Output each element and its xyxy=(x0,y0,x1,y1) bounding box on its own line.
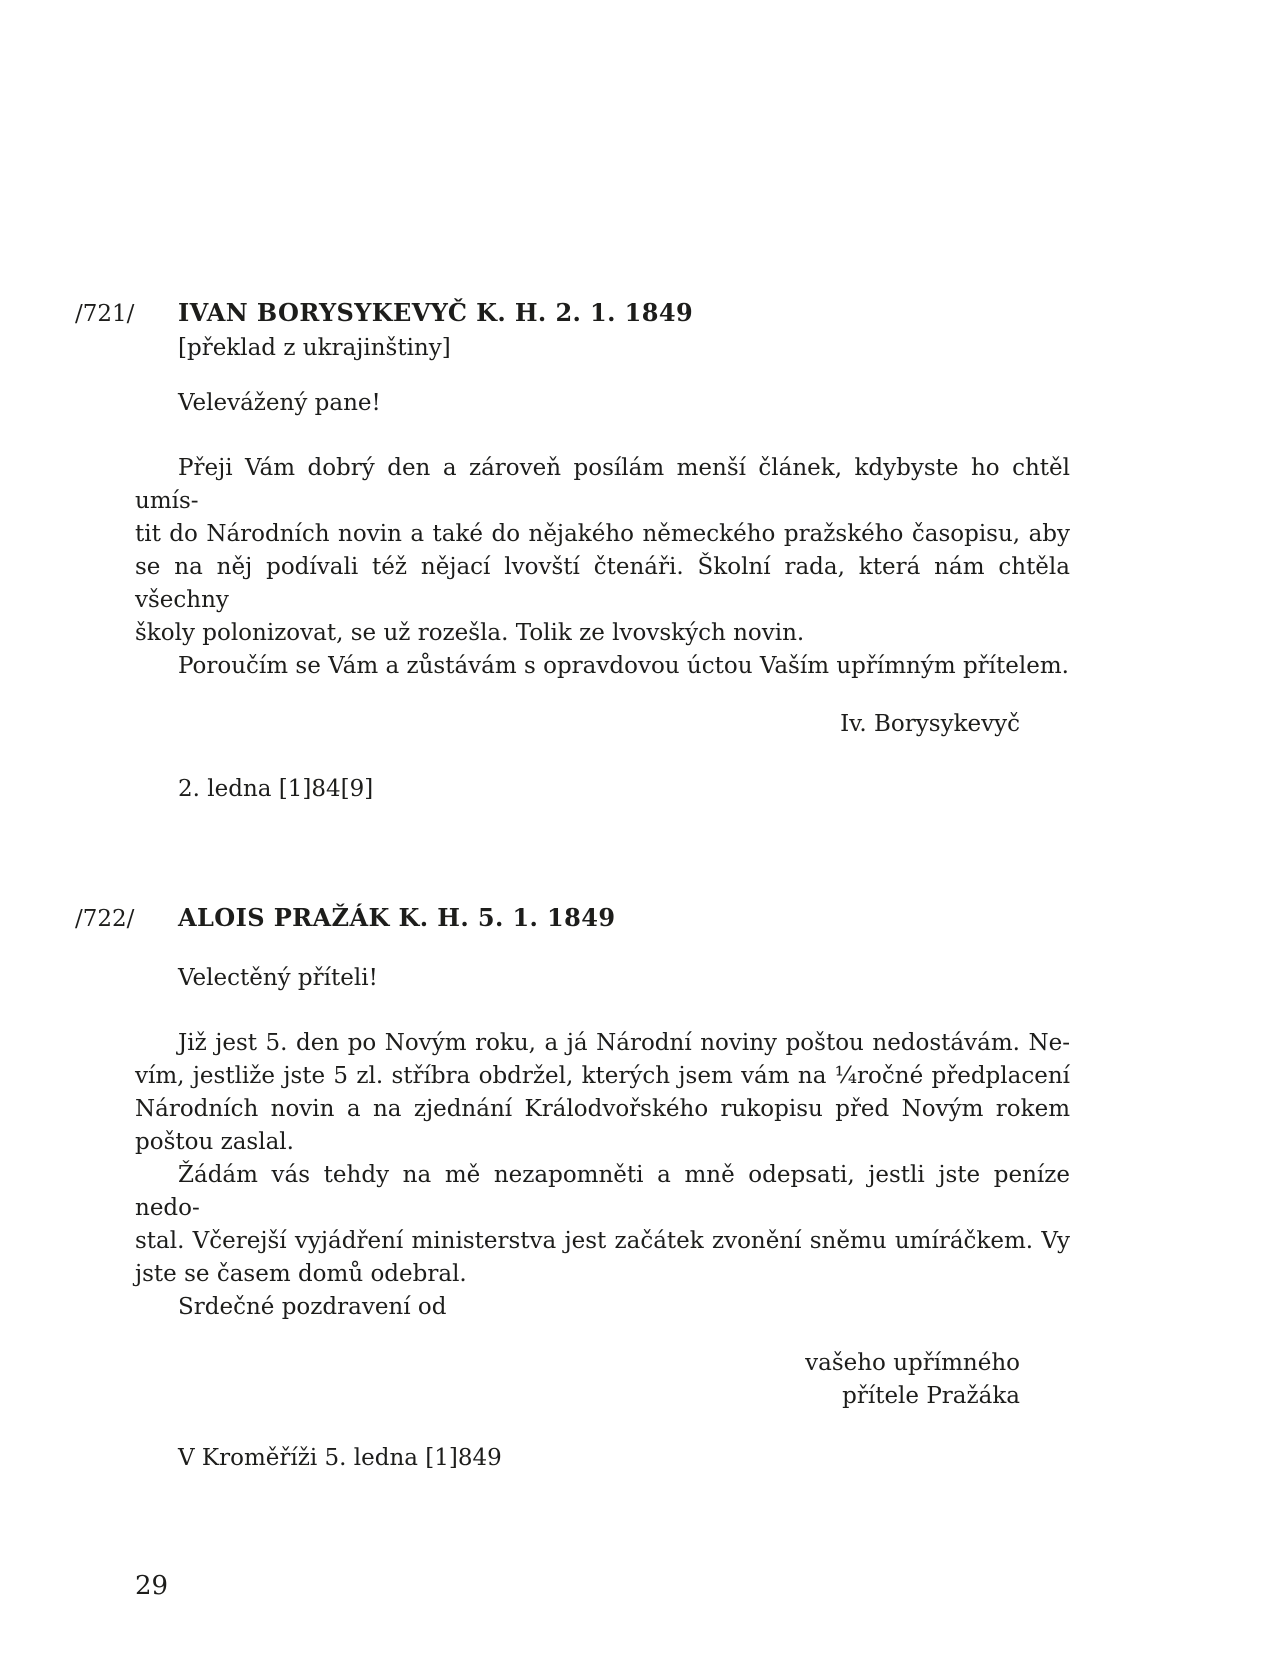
body-line: poštou zaslal. xyxy=(135,1129,294,1155)
signature-line: přítele Pražáka xyxy=(842,1383,1020,1409)
paragraph xyxy=(135,1291,1070,1324)
date-line: 2. ledna [1]84[9] xyxy=(178,776,374,802)
salutation: Velectěný příteli! xyxy=(178,965,378,991)
body-line: stal. Včerejší vyjádření ministerstva jest začátek zvonění sněmu umíráčkem. Vy xyxy=(135,1228,1070,1254)
letter-722 xyxy=(75,901,1070,1475)
letter-heading xyxy=(75,296,1070,331)
body-line: tit do Národních novin a také do nějakého německého pražského časopisu, aby xyxy=(135,521,1070,547)
letter-title: ALOIS PRAŽÁK K. H. 5. 1. 1849 xyxy=(178,903,616,932)
body-line: jste se časem domů odebral. xyxy=(135,1261,467,1287)
date-line: V Kroměříži 5. ledna [1]849 xyxy=(178,1445,502,1471)
paragraph xyxy=(135,650,1070,683)
body-line: Srdečné pozdravení od xyxy=(178,1294,447,1320)
letter-721 xyxy=(75,296,1070,806)
signature: Iv. Borysykevyč xyxy=(840,711,1020,737)
letter-heading xyxy=(75,901,1070,936)
signature-block xyxy=(135,1347,1070,1413)
letter-number: /721/ xyxy=(75,301,135,327)
body-line: se na něj podívali též nějací lvovští čtenáři. Školní rada, která nám chtěla všechny xyxy=(135,554,1070,613)
body-line: vím, jestliže jste 5 zl. stříbra obdržel, kterých jsem vám na ¼ročné předplacení xyxy=(135,1063,1070,1089)
body-line: Národních novin a na zjednání Králodvořského rukopisu před Novým rokem xyxy=(135,1096,1070,1122)
letter-subtitle: [překlad z ukrajinštiny] xyxy=(178,335,451,361)
body-line: Přeji Vám dobrý den a zároveň posílám menší článek, kdybyste ho chtěl umís- xyxy=(135,455,1070,514)
letter-title: IVAN BORYSYKEVYČ K. H. 2. 1. 1849 xyxy=(178,298,694,327)
paragraph xyxy=(135,452,1070,650)
letter-number: /722/ xyxy=(75,906,135,932)
paragraph xyxy=(135,1159,1070,1291)
body-line: Poroučím se Vám a zůstávám s opravdovou úctou Vaším upřímným přítelem. xyxy=(178,653,1069,679)
page-number: 29 xyxy=(135,1571,169,1601)
salutation: Velevážený pane! xyxy=(178,390,381,416)
body-line: školy polonizovat, se už rozešla. Tolik ze lvovských novin. xyxy=(135,620,805,646)
body-line: Žádám vás tehdy na mě nezapomněti a mně odepsati, jestli jste peníze nedo- xyxy=(135,1162,1070,1221)
paragraph xyxy=(135,1027,1070,1159)
body-line: Již jest 5. den po Novým roku, a já Národní noviny poštou nedostávám. Ne- xyxy=(178,1030,1070,1056)
signature-line: vašeho upřímného xyxy=(805,1350,1020,1376)
